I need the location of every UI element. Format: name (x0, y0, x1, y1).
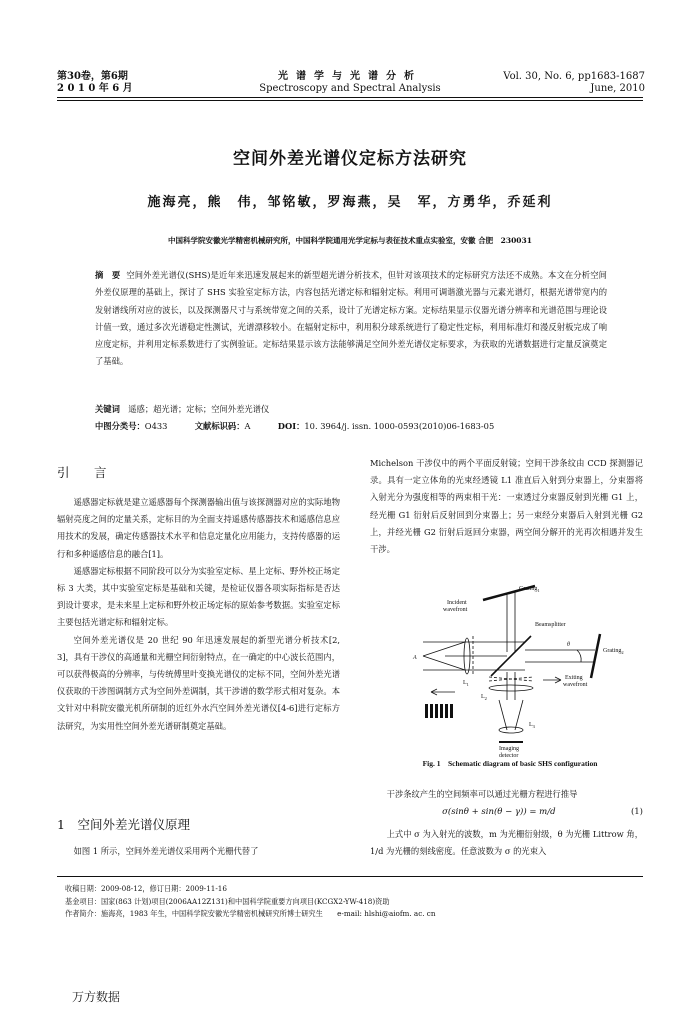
header-rule-thin (57, 100, 643, 101)
affiliation: 中国科学院安徽光学精密机械研究所，中国科学院通用光学定标与表征技术重点实验室，安徽 合肥 230031 (168, 236, 532, 245)
equation-1-number: (1) (630, 807, 643, 817)
label-incident-1: Incident (447, 600, 467, 606)
classification (95, 420, 607, 432)
left-column-body (57, 494, 340, 735)
journal-volume-en (503, 71, 645, 95)
footer-watermark: 万方数据 (72, 990, 121, 1004)
author-list: 施海亮，熊 伟，邹铭敏，罗海燕，吴 军，方勇华，乔延利 (147, 195, 553, 210)
intro-heading: 引 言 (57, 465, 113, 480)
intro-paragraph-3: 空间外差光谱仪是 20 世纪 90 年迅速发展起的新型光谱分析技术[2, 3]，具有干涉仪的高通量和光栅空间衍射特点，在一确定的中心波长范围内，可以获得极高的分辨率，与传统傅里叶变换光谱仪的定标不同，空间外差光谱仪获取的干涉图调制方式为空间外差调制，其干涉谱的数学形式相对复杂。本文针对中科院安徽光机所研制的近红外水汽空间外差光谱仪[4-6]进行定标方法研究，为实用性空间外差光谱研制奠定基础。 (57, 634, 340, 731)
volume-issue-en: Vol. 30, No. 6, pp1683-1687 (503, 71, 645, 82)
right-paragraph-1: Michelson 干涉仪中的两个平面反射镜；空间干涉条纹由 CCD 探测器记录。具有一定立体角的光束经透镜 L1 准直后入射到分束器上，分束器将入射光分为强度相等的两束相干光：一束透过分束器反射到光栅 G1 上，经光栅 G1 衍射后反射回到分束器上；另一束经分束器后入射到光栅 G2 上，并经光栅 G2 衍射后返回分束器，两空间分解开的光再次相遇并发生干涉。 (370, 458, 643, 555)
figure-1-caption: Fig. 1 Schematic diagram of basic SHS configuration (422, 759, 598, 768)
footnote-received: 收稿日期：2009-08-12，修订日期：2009-11-16 (65, 884, 227, 893)
label-grating-2: Grating$_2$ (603, 648, 624, 655)
journal-name-cn: 光谱学与光谱分析 (278, 71, 422, 82)
detector-array-icon (425, 704, 453, 718)
abstract (95, 267, 607, 371)
header-rule-thick (57, 97, 643, 98)
equation-1-formula: σ(sinθ + sin(θ − γ)) = m/d (442, 807, 556, 817)
clc-label: 中图分类号： (95, 421, 145, 431)
footnote-author: 作者简介：施海亮，1983 年生，中国科学院安徽光学精密机械研究所博士研究生 e-mail: hlshi@aiofm. ac. cn (65, 909, 436, 918)
date-en: June, 2010 (590, 83, 645, 94)
label-exiting-1: Exiting (565, 675, 583, 681)
shs-schematic-figure (395, 580, 645, 760)
doc-code-value: A (244, 421, 251, 431)
equation-1 (370, 807, 643, 817)
label-exiting-2: wavefront (563, 682, 588, 688)
lens-l3 (499, 727, 523, 733)
section-1-body (57, 843, 340, 860)
paper-title: 空间外差光谱仪定标方法研究 (233, 149, 467, 169)
doi-value: 10. 3964/j. issn. 1000-0593(2010)06-1683-05 (304, 421, 495, 431)
doc-code-label: 文献标识码： (194, 421, 245, 431)
keywords (95, 403, 607, 415)
intro-paragraph-1: 遥感器定标就是建立遥感器每个探测器输出值与该探测器对应的实际地物辐射亮度之间的定量关系，定标目的为全面支持遥感传感器技术和遥感信息应用技术的发展，确定传感器技术水平和信息定量化应用能力，支持传感器的运行和多种遥感信息的融合[1]。 (57, 497, 340, 559)
grating-2 (591, 634, 600, 678)
label-l3: $L_3$ (529, 722, 535, 729)
doi-label: DOI： (277, 421, 305, 431)
right-paragraph-3: 上式中 σ 为入射光的波数，m 为光栅衍射级，θ 为光栅 Littrow 角，1/d 为光栅的刻线密度。任意波数为 σ 的光束入 (370, 829, 643, 857)
keywords-label: 关键词 (95, 404, 120, 414)
label-incident-2: wavefront (443, 607, 468, 613)
right-paragraph-2: 干涉条纹产生的空间频率可以通过光栅方程进行推导 (386, 789, 578, 799)
section-1-paragraph: 如图 1 所示，空间外差光谱仪采用两个光栅代替了 (73, 846, 259, 856)
intro-paragraph-2: 遥感器定标根据不同阶段可以分为实验室定标、星上定标、野外校正场定标 3 大类，其中实验室定标是基础和关键，是检证仪器各项实际指标是否达到设计要求，是未来星上定标和野外校正场定标的原始参考数据。实验室定标主要包括光谱定标和辐射定标。 (57, 565, 340, 628)
label-imaging-2: detector (499, 753, 519, 759)
label-beamsplitter: Beamsplitter (535, 622, 566, 628)
abstract-text: 空间外差光谱仪(SHS)是近年来迅速发展起来的新型超光谱分析技术，但针对该项技术的定标研究方法还不成熟。本文在分析空间外差仪原理的基础上，探讨了 SHS 实验室定标方法，内容包括光谱定标和辐射定标。利用可调谐激光器与元素光谱灯，根据光谱带宽内的发射谱线所对应的波长，以及探测器尺寸与系统带宽之间的关系，设计了光谱定标方案。定标结果显示仪器光谱分辨率和光谱范围与理论设计值一致，通过多次光谱稳定性测试，光谱漂移较小。在辐射定标中，利用积分球系统进行了稳定性定标，利用标准灯和漫反射板完成了响应度定标，并利用定标系数进行了实例验证。定标结果显示该方法能够满足空间外差光谱仪定标要求，为获取的光谱数据进行定量反演奠定了基础。 (95, 270, 607, 367)
right-column-body (370, 455, 643, 558)
label-a: A (413, 655, 417, 661)
footnotes (65, 883, 645, 921)
right-column-body-2 (370, 786, 643, 803)
label-l1: $L_1$ (463, 680, 469, 687)
footnote-rule (57, 876, 643, 877)
label-theta: θ (567, 642, 570, 648)
journal-name-en: Spectroscopy and Spectral Analysis (259, 83, 441, 94)
lens-l2 (489, 685, 533, 691)
footnote-funding: 基金项目：国家(863 计划)项目(2006AA12Z131)和中国科学院重要方向项目(KCGX2-YW-418)资助 (65, 896, 390, 906)
label-imaging-1: Imaging (499, 746, 519, 752)
date-cn: 2 0 1 0 年 6 月 (57, 83, 133, 94)
abstract-label: 摘 要 (95, 270, 121, 280)
volume-issue-cn: 第30卷，第6期 (57, 71, 128, 82)
right-column-body-3 (370, 826, 643, 860)
clc-value: O433 (144, 421, 168, 431)
keywords-text: 遥感；超光谱；定标；空间外差光谱仪 (128, 404, 270, 414)
label-l2: $L_2$ (481, 694, 487, 701)
label-grating-1: Grating$_1$ (519, 586, 540, 593)
section-1-heading: 1 空间外差光谱仪原理 (57, 817, 190, 832)
